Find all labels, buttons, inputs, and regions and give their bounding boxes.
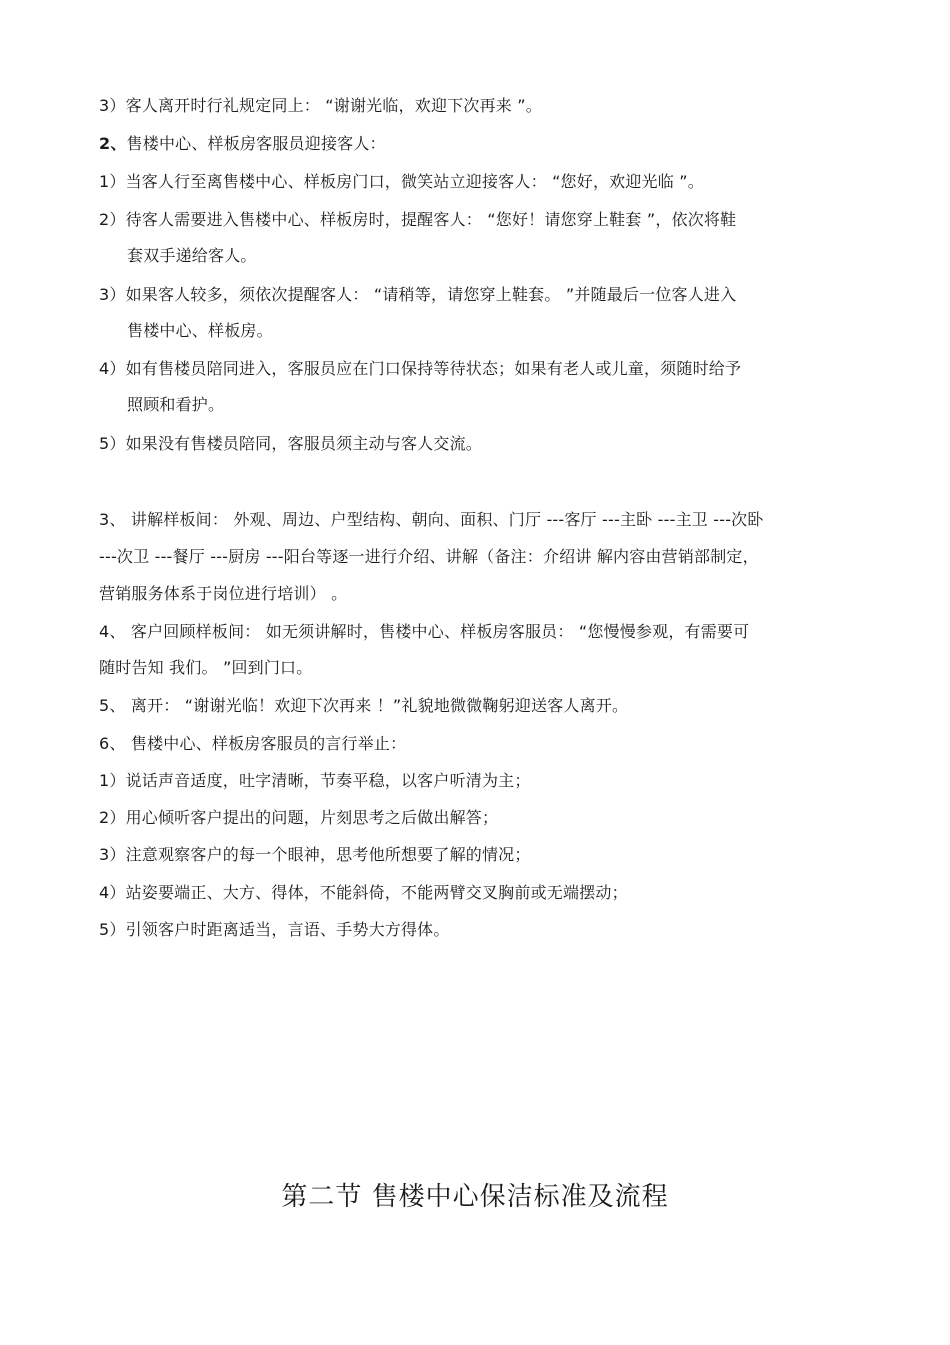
text-line-4-escort: 4）如有售楼员陪同进入，客服员应在门口保持等待状态；如果有老人或儿童，须随时给予 [99,359,742,378]
text-line-3-many-guests: 3）如果客人较多，须依次提醒客人： “请稍等，请您穿上鞋套。 ”并随最后一位客人进入 [99,285,737,304]
paragraph-6-conduct: 6、 售楼中心、样板房客服员的言行举止： [99,734,407,753]
text-line-3-continued: 售楼中心、样板房。 [127,321,273,340]
heading-text: 售楼中心、样板房客服员迎接客人： [126,134,386,153]
paragraph-5-leave: 5、 离开： “谢谢光临！欢迎下次再来 ！”礼貌地微微鞠躬迎送客人离开。 [99,696,629,715]
paragraph-4-review-line1: 4、 客户回顾样板间： 如无须讲解时，售楼中心、样板房客服员： “您慢慢参观，有需要可 [99,622,750,641]
heading-number: 2、 [99,134,127,153]
conduct-item-3: 3）注意观察客户的每一个眼神，思考他所想要了解的情况； [99,845,531,864]
section-title: 第二节 售楼中心保洁标准及流程 [281,1182,669,1212]
conduct-item-4: 4）站姿要端正、大方、得体，不能斜倚，不能两臂交叉胸前或无端摆动； [99,883,628,902]
paragraph-3-explain-line3: 营销服务体系于岗位进行培训） 。 [99,584,348,603]
paragraph-4-review-line2: 随时告知 我们。 ”回到门口。 [99,658,313,677]
paragraph-3-explain-line1: 3、 讲解样板间： 外观、周边、户型结构、朝向、面积、门厅 ---客厅 ---主卧 ---主卫 ---次卧 [99,510,764,529]
conduct-item-2: 2）用心倾听客户提出的问题，片刻思考之后做出解答； [99,808,499,827]
text-line-1-welcome: 1）当客人行至离售楼中心、样板房门口，微笑站立迎接客人： “您好，欢迎光临 ”。 [99,172,704,191]
text-line-2-continued: 套双手递给客人。 [127,246,257,265]
text-line-5-no-escort: 5）如果没有售楼员陪同，客服员须主动与客人交流。 [99,434,482,453]
text-line-2-shoe-cover: 2）待客人需要进入售楼中心、样板房时，提醒客人： “您好！请您穿上鞋套 ”，依次将鞋 [99,210,737,229]
text-line-3-leave: 3）客人离开时行礼规定同上： “谢谢光临，欢迎下次再来 ”。 [99,96,542,115]
conduct-item-5: 5）引领客户时距离适当，言语、手势大方得体。 [99,920,450,939]
text-line-4-continued: 照顾和看护。 [127,395,225,414]
conduct-item-1: 1）说话声音适度，吐字清晰，节奏平稳，以客户听清为主； [99,771,531,790]
heading-2-greeting [99,134,386,154]
paragraph-3-explain-line2: ---次卫 ---餐厅 ---厨房 ---阳台等逐一进行介绍、讲解（备注：介绍讲 解内容由营销部制定， [99,547,759,566]
